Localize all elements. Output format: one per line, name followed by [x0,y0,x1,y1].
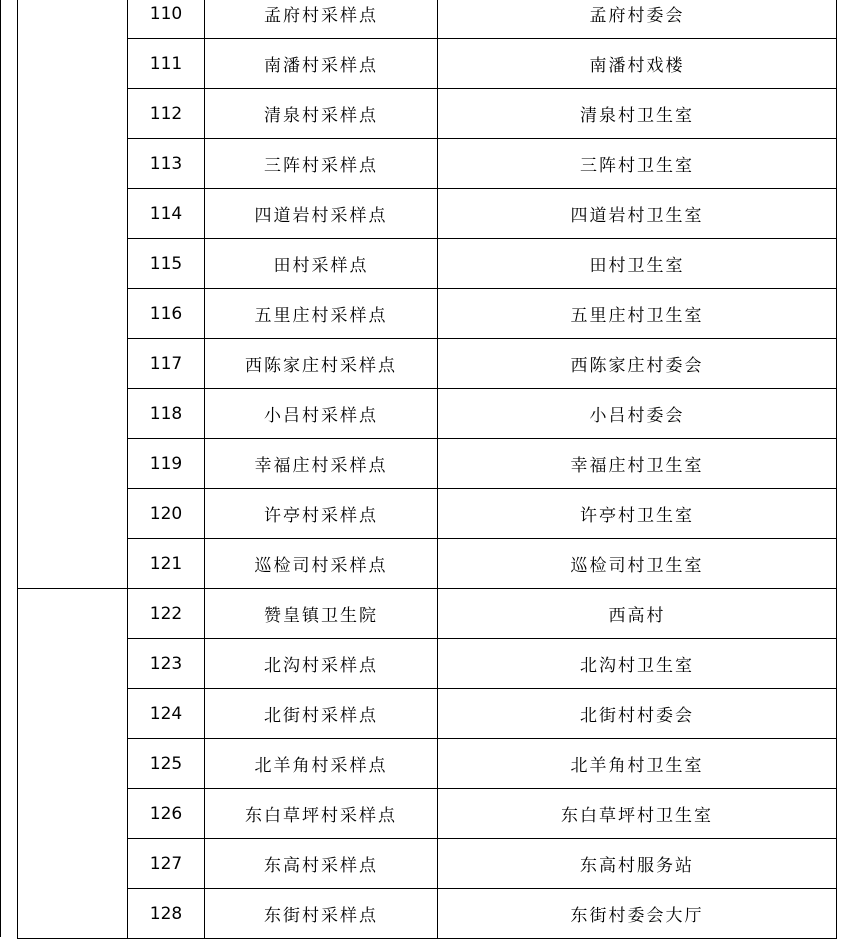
site-name: 三阵村采样点 [205,139,438,189]
row-number: 127 [128,839,205,889]
table-row [18,189,837,239]
table-row [18,639,837,689]
row-number: 123 [128,639,205,689]
table-row [18,539,837,589]
site-location: 五里庄村卫生室 [438,289,837,339]
site-location: 巡检司村卫生室 [438,539,837,589]
site-location: 东高村服务站 [438,839,837,889]
row-number: 121 [128,539,205,589]
table-row [18,89,837,139]
group-cell-1 [18,0,128,589]
table-row [18,339,837,389]
site-name: 北街村采样点 [205,689,438,739]
row-number: 128 [128,889,205,939]
row-number: 120 [128,489,205,539]
site-name: 巡检司村采样点 [205,539,438,589]
site-location: 北沟村卫生室 [438,639,837,689]
table-row [18,289,837,339]
table-row [18,489,837,539]
site-location: 孟府村委会 [438,0,837,39]
table-row [18,0,837,39]
site-location: 东街村委会大厅 [438,889,837,939]
table-row [18,789,837,839]
page-left-border [0,0,1,937]
site-location: 北街村村委会 [438,689,837,739]
site-location: 小吕村委会 [438,389,837,439]
row-number: 125 [128,739,205,789]
site-name: 北羊角村采样点 [205,739,438,789]
site-location: 田村卫生室 [438,239,837,289]
site-location: 东白草坪村卫生室 [438,789,837,839]
table-row [18,439,837,489]
site-name: 幸福庄村采样点 [205,439,438,489]
site-name: 清泉村采样点 [205,89,438,139]
site-name: 五里庄村采样点 [205,289,438,339]
site-name: 南潘村采样点 [205,39,438,89]
site-name: 赞皇镇卫生院 [205,589,438,639]
site-location: 幸福庄村卫生室 [438,439,837,489]
table-row [18,389,837,439]
row-number: 118 [128,389,205,439]
row-number: 110 [128,0,205,39]
row-number: 112 [128,89,205,139]
row-number: 126 [128,789,205,839]
site-name: 田村采样点 [205,239,438,289]
table-row [18,39,837,89]
row-number: 122 [128,589,205,639]
table-row [18,739,837,789]
site-name: 东白草坪村采样点 [205,789,438,839]
row-number: 119 [128,439,205,489]
row-number: 117 [128,339,205,389]
row-number: 113 [128,139,205,189]
table-row [18,239,837,289]
site-name: 小吕村采样点 [205,389,438,439]
table-row [18,689,837,739]
row-number: 116 [128,289,205,339]
site-name: 东街村采样点 [205,889,438,939]
sampling-sites-table [17,0,837,939]
site-name: 孟府村采样点 [205,0,438,39]
row-number: 124 [128,689,205,739]
group-cell-2 [18,589,128,939]
table-row [18,589,837,639]
row-number: 115 [128,239,205,289]
site-name: 四道岩村采样点 [205,189,438,239]
site-location: 西高村 [438,589,837,639]
site-name: 西陈家庄村采样点 [205,339,438,389]
table-row [18,889,837,939]
site-location: 北羊角村卫生室 [438,739,837,789]
table-row [18,839,837,889]
site-name: 北沟村采样点 [205,639,438,689]
site-location: 清泉村卫生室 [438,89,837,139]
row-number: 111 [128,39,205,89]
row-number: 114 [128,189,205,239]
site-location: 四道岩村卫生室 [438,189,837,239]
site-location: 许亭村卫生室 [438,489,837,539]
table-body [18,0,837,939]
table-row [18,139,837,189]
site-name: 许亭村采样点 [205,489,438,539]
site-location: 南潘村戏楼 [438,39,837,89]
site-name: 东高村采样点 [205,839,438,889]
site-location: 西陈家庄村委会 [438,339,837,389]
site-location: 三阵村卫生室 [438,139,837,189]
